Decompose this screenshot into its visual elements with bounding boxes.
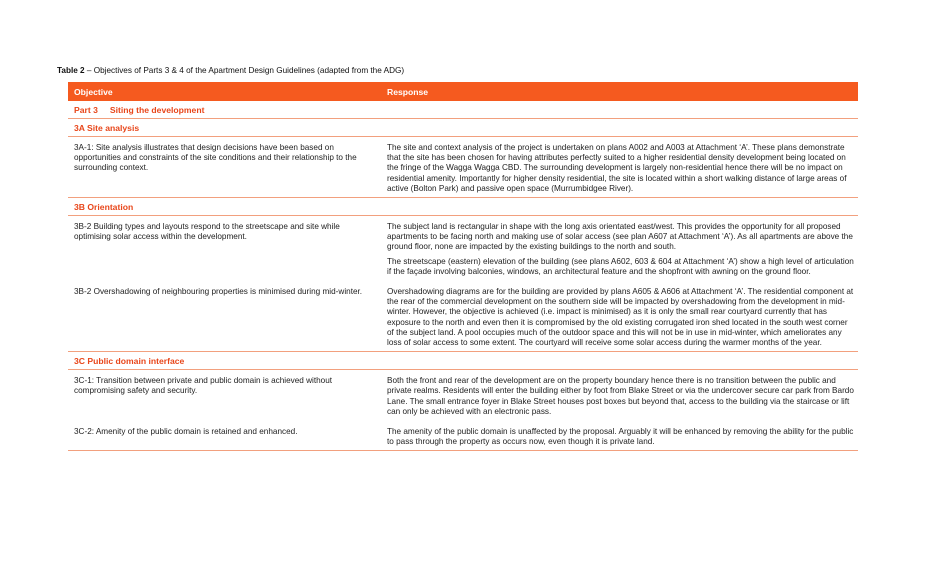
table-row xyxy=(68,281,858,352)
table-header-row xyxy=(68,82,858,101)
response-cell xyxy=(381,370,858,421)
part-title: Siting the development xyxy=(109,104,205,115)
part-heading-row xyxy=(68,101,858,119)
objective-cell: 3B-2 Building types and layouts respond to the streetscape and site while optimising solar access within the development. xyxy=(74,222,340,242)
section-heading-row xyxy=(68,198,858,216)
objective-cell: 3C-1: Transition between private and public domain is achieved without compromising safety and security. xyxy=(74,376,333,396)
section-heading-row xyxy=(68,352,858,370)
header-objective: Objective xyxy=(68,82,381,101)
part-number: Part 3 xyxy=(74,104,98,115)
section-heading-3c: 3C Public domain interface xyxy=(68,352,858,370)
part-heading xyxy=(68,101,858,119)
objectives-table xyxy=(68,82,858,451)
response-paragraph: Both the front and rear of the development are on the property boundary hence there is no transition between the public and private realms. Residents will enter the building either by foot from Blake Street or via the undercover secure car park from Bardo Lane. The small entrance foyer in Blake Street houses post boxes but beyond that, access to the building via the staircase or lift can only be achieved with an electronic pass. xyxy=(387,376,854,416)
response-paragraph: Overshadowing diagrams are for the building are provided by plans A605 & A606 at Attachment ‘A’. The residential component at the rear of the commercial development on the southern side will be impacted by overshadowing from the development in mid-winter. However, the objective is achieved (i.e. impact is minimised) as it is only the small rear courtyard currently that has exposure to the north and even then it is compromised by the old existing corrugated iron shed located in the south west corner of the subject land. A pool occupies much of the outdoor space and this will not be in use in mid-winter, which ameliorates any loss of solar access to some extent. The courtyard will receive some solar access during the warmer months of the year. xyxy=(387,287,854,348)
section-heading-3b: 3B Orientation xyxy=(68,198,858,216)
response-paragraph: The site and context analysis of the project is undertaken on plans A002 and A003 at Attachment ‘A’. These plans demonstrate that the site has been chosen for having attributes perfectly suited to a higher residential density development being located on the fringe of the Wagga Wagga CBD. The surrounding development is largely non-residential hence there will be no impact on residential amenity. Importantly for higher density residential, the site is located within a short walking distance of large areas of active (Bolton Park) and passive open space (Murrumbidgee River). xyxy=(387,143,847,193)
response-cell xyxy=(381,216,858,282)
section-heading-row xyxy=(68,119,858,137)
response-paragraph: The streetscape (eastern) elevation of the building (see plans A602, 603 & 604 at Attachment ‘A’) show a high level of articulation if the façade involving balconies, windows, an architectural feature and the shopfront with awning on the ground floor. xyxy=(387,256,854,276)
table-caption-text: – Objectives of Parts 3 & 4 of the Apartment Design Guidelines (adapted from the ADG) xyxy=(84,66,405,75)
objective-cell: 3A-1: Site analysis illustrates that design decisions have been based on opportunities and constraints of the site conditions and their relationship to the surrounding context. xyxy=(68,137,381,198)
objective-cell: 3B-2 Overshadowing of neighbouring properties is minimised during mid-winter. xyxy=(68,281,381,352)
table-row xyxy=(68,137,858,198)
response-cell xyxy=(381,421,858,451)
table-caption xyxy=(57,66,404,75)
table-caption-label: Table 2 xyxy=(57,66,85,75)
objective-cell: 3C-2: Amenity of the public domain is retained and enhanced. xyxy=(68,421,381,451)
response-paragraph: The amenity of the public domain is unaffected by the proposal. Arguably it will be enhanced by removing the ability for the public to pass through the property as occurs now, even though it is private land. xyxy=(387,427,854,447)
response-cell xyxy=(381,281,858,352)
table-row xyxy=(68,216,858,282)
response-cell xyxy=(381,137,858,198)
response-paragraph: The subject land is rectangular in shape with the long axis orientated east/west. This provides the opportunity for all proposed apartments to be facing north and making use of solar access (see plan A607 at Attachment ‘A’). As all apartments are above the ground floor, none are impacted by the existing buildings to the north and south. xyxy=(387,222,853,252)
table-row xyxy=(68,421,858,451)
header-response: Response xyxy=(381,82,858,101)
section-heading-3a: 3A Site analysis xyxy=(68,119,858,137)
table-row xyxy=(68,370,858,421)
